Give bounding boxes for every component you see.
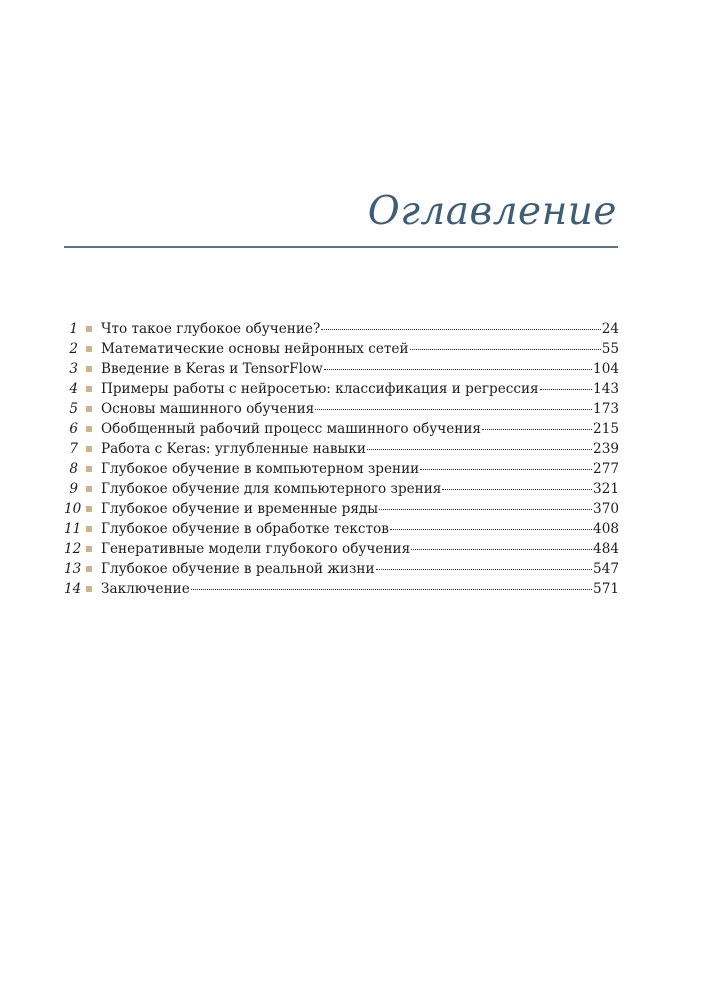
toc-entry[interactable] xyxy=(64,439,619,459)
square-bullet-icon xyxy=(86,386,92,392)
square-bullet-icon xyxy=(86,586,92,592)
chapter-title[interactable]: Глубокое обучение в обработке текстов xyxy=(101,521,389,537)
square-bullet-icon xyxy=(86,566,92,572)
chapter-title[interactable]: Глубокое обучение в компьютерном зрении xyxy=(101,461,420,477)
chapter-number: 1 xyxy=(69,321,78,337)
toc-entry[interactable] xyxy=(64,499,619,519)
chapter-number: 4 xyxy=(69,381,78,397)
chapter-number: 10 xyxy=(64,501,82,517)
chapter-title[interactable]: Глубокое обучение в реальной жизни xyxy=(101,561,375,577)
dot-leader xyxy=(315,409,592,410)
toc-entry[interactable] xyxy=(64,539,619,559)
page-number: 239 xyxy=(593,441,619,457)
toc-entry[interactable] xyxy=(64,319,619,339)
square-bullet-icon xyxy=(86,446,92,452)
chapter-number: 9 xyxy=(69,481,78,497)
square-bullet-icon xyxy=(86,346,92,352)
dot-leader xyxy=(376,569,593,570)
dot-leader xyxy=(390,529,592,530)
square-bullet-icon xyxy=(86,406,92,412)
toc-entry[interactable] xyxy=(64,419,619,439)
chapter-number: 2 xyxy=(69,341,78,357)
chapter-title[interactable]: Обобщенный рабочий процесс машинного обучения xyxy=(101,421,481,437)
page-number: 547 xyxy=(593,561,619,577)
chapter-number: 14 xyxy=(64,581,82,597)
dot-leader xyxy=(482,429,592,430)
toc-entry[interactable] xyxy=(64,559,619,579)
page-number: 104 xyxy=(593,361,619,377)
chapter-number: 6 xyxy=(69,421,78,437)
chapter-number: 8 xyxy=(69,461,78,477)
toc-entry[interactable] xyxy=(64,379,619,399)
chapter-title[interactable]: Основы машинного обучения xyxy=(101,401,315,417)
chapter-title[interactable]: Глубокое обучение для компьютерного зрения xyxy=(101,481,442,497)
page-number: 277 xyxy=(593,461,619,477)
chapter-title[interactable]: Работа с Keras: углубленные навыки xyxy=(101,441,366,457)
page-number: 173 xyxy=(593,401,619,417)
dot-leader xyxy=(379,509,592,510)
chapter-title[interactable]: Глубокое обучение и временные ряды xyxy=(101,501,379,517)
page-number: 143 xyxy=(593,381,619,397)
chapter-number: 7 xyxy=(69,441,78,457)
toc-entry[interactable] xyxy=(64,399,619,419)
dot-leader xyxy=(540,389,592,390)
page-number: 321 xyxy=(593,481,619,497)
chapter-title[interactable]: Примеры работы с нейросетью: классификация и регрессия xyxy=(101,381,539,397)
page-number: 408 xyxy=(593,521,619,537)
page-number: 484 xyxy=(593,541,619,557)
square-bullet-icon xyxy=(86,546,92,552)
toc-entry[interactable] xyxy=(64,479,619,499)
square-bullet-icon xyxy=(86,366,92,372)
chapter-number: 12 xyxy=(64,541,82,557)
toc-entry[interactable] xyxy=(64,459,619,479)
square-bullet-icon xyxy=(86,466,92,472)
page-number: 370 xyxy=(593,501,619,517)
page-number: 55 xyxy=(601,341,619,357)
chapter-number: 13 xyxy=(64,561,82,577)
square-bullet-icon xyxy=(86,426,92,432)
page-title: Оглавление xyxy=(367,189,617,234)
table-of-contents xyxy=(64,319,619,599)
chapter-title[interactable]: Математические основы нейронных сетей xyxy=(101,341,409,357)
dot-leader xyxy=(442,489,592,490)
toc-entry[interactable] xyxy=(64,339,619,359)
toc-entry[interactable] xyxy=(64,519,619,539)
square-bullet-icon xyxy=(86,506,92,512)
square-bullet-icon xyxy=(86,486,92,492)
page-number: 571 xyxy=(593,581,619,597)
chapter-title[interactable]: Генеративные модели глубокого обучения xyxy=(101,541,411,557)
chapter-title[interactable]: Что такое глубокое обучение? xyxy=(101,321,321,337)
chapter-title[interactable]: Введение в Keras и TensorFlow xyxy=(101,361,323,377)
chapter-number: 5 xyxy=(69,401,78,417)
chapter-number: 11 xyxy=(64,521,82,537)
square-bullet-icon xyxy=(86,526,92,532)
dot-leader xyxy=(324,369,592,370)
chapter-title[interactable]: Заключение xyxy=(101,581,190,597)
chapter-number: 3 xyxy=(69,361,78,377)
toc-entry[interactable] xyxy=(64,579,619,599)
toc-entry[interactable] xyxy=(64,359,619,379)
dot-leader xyxy=(321,329,600,330)
dot-leader xyxy=(367,449,592,450)
page-number: 24 xyxy=(601,321,619,337)
dot-leader xyxy=(410,349,601,350)
dot-leader xyxy=(411,549,592,550)
title-divider xyxy=(64,246,618,248)
dot-leader xyxy=(191,589,592,590)
page-number: 215 xyxy=(593,421,619,437)
dot-leader xyxy=(420,469,592,470)
square-bullet-icon xyxy=(86,326,92,332)
